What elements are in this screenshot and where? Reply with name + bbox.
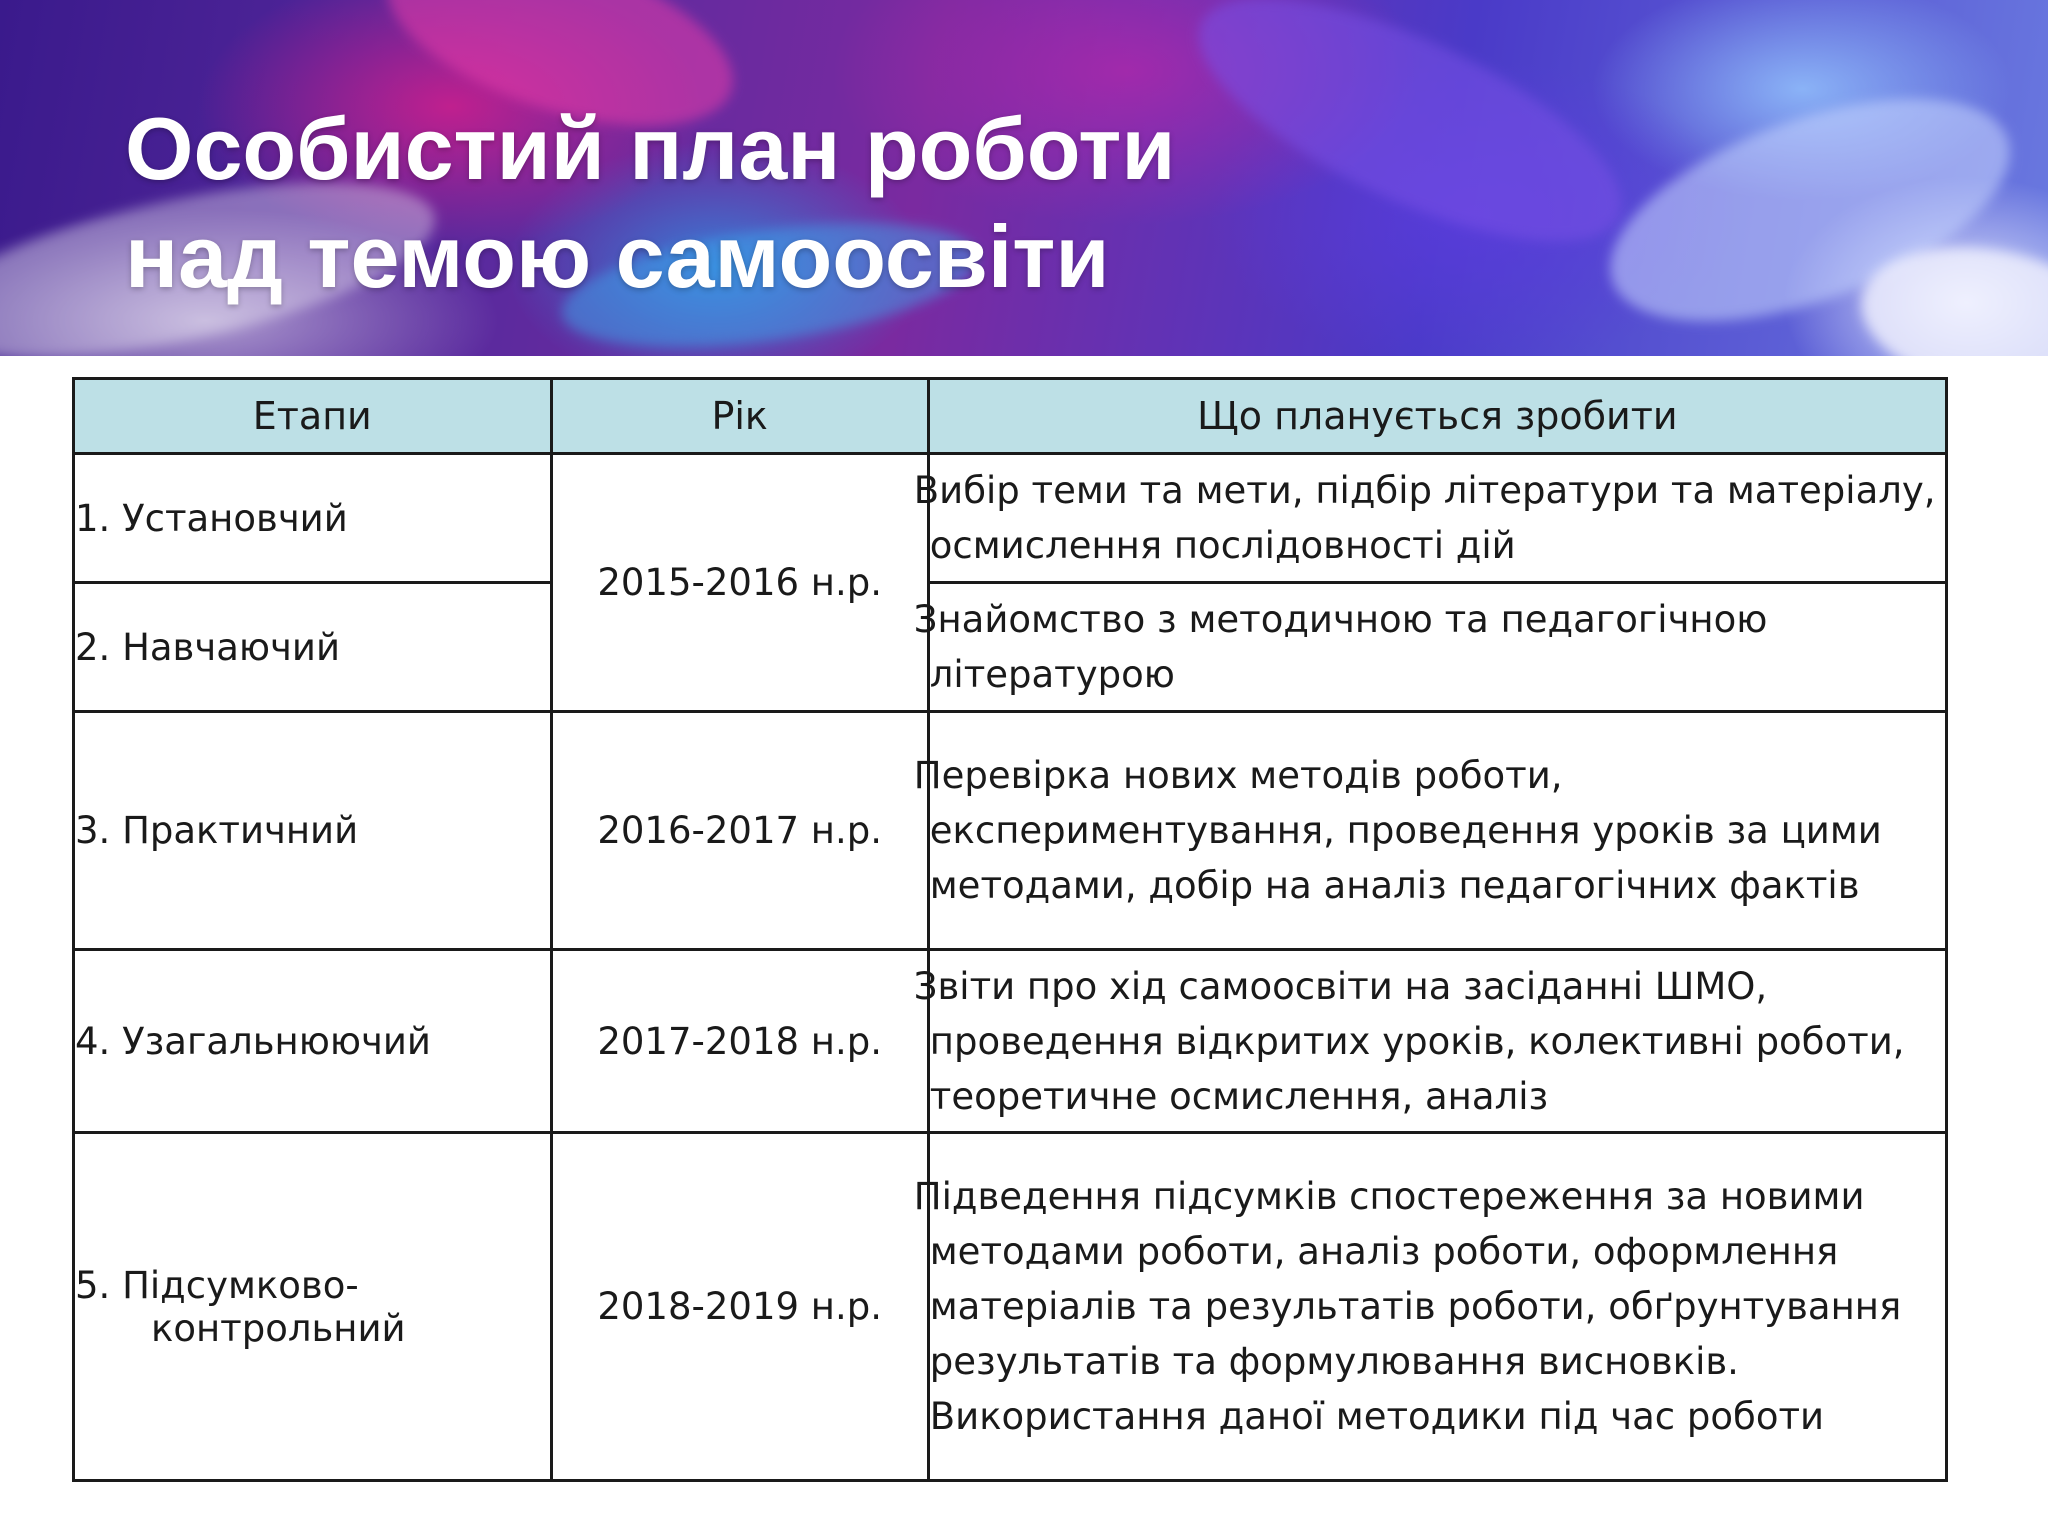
banner-swirl	[1168, 0, 1653, 290]
table-row	[74, 1133, 1947, 1481]
task-cell: Вибір теми та мети, підбір літератури та матеріалу, осмислення послідовності дій	[928, 454, 1946, 583]
stage-cell: 3. Практичний	[74, 712, 552, 950]
stage-cell: 4. Узагальнюючий	[74, 950, 552, 1133]
table-header-row	[74, 379, 1947, 454]
task-cell: Підведення підсумків спостереження за новими методами роботи, аналіз роботи, оформлення матеріалів та результатів роботи, обґрунтування результатів та формулювання висновків. Використання даної методики під час роботи	[928, 1133, 1946, 1481]
year-cell: 2015-2016 н.р.	[551, 454, 928, 712]
slide-title	[125, 95, 1176, 311]
header-stages: Етапи	[74, 379, 552, 454]
stage-label-line-2: контрольний	[151, 1306, 406, 1350]
table-row	[74, 454, 1947, 583]
stage-cell: 2. Навчаючий	[74, 583, 552, 712]
slide-title-line-2: над темою самоосвіти	[125, 207, 1110, 306]
year-cell: 2016-2017 н.р.	[551, 712, 928, 950]
header-year: Рік	[551, 379, 928, 454]
stage-cell	[74, 1133, 552, 1481]
slide-title-line-1: Особистий план роботи	[125, 99, 1176, 198]
stage-label-line-1: 5. Підсумково-	[75, 1263, 359, 1307]
year-cell: 2018-2019 н.р.	[551, 1133, 928, 1481]
work-plan-table	[72, 377, 1948, 1482]
header-banner	[0, 0, 2048, 356]
table-row	[74, 712, 1947, 950]
table-row	[74, 583, 1947, 712]
task-cell: Звіти про хід самоосвіти на засіданні ШМО, проведення відкритих уроків, колективні роботи, теоретичне осмислення, аналіз	[928, 950, 1946, 1133]
year-cell: 2017-2018 н.р.	[551, 950, 928, 1133]
task-cell: Перевірка нових методів роботи, експериментування, проведення уроків за цими методами, добір на аналіз педагогічних фактів	[928, 712, 1946, 950]
header-planned: Що планується зробити	[928, 379, 1946, 454]
stage-cell: 1. Установчий	[74, 454, 552, 583]
task-cell: Знайомство з методичною та педагогічною літературою	[928, 583, 1946, 712]
table-row	[74, 950, 1947, 1133]
